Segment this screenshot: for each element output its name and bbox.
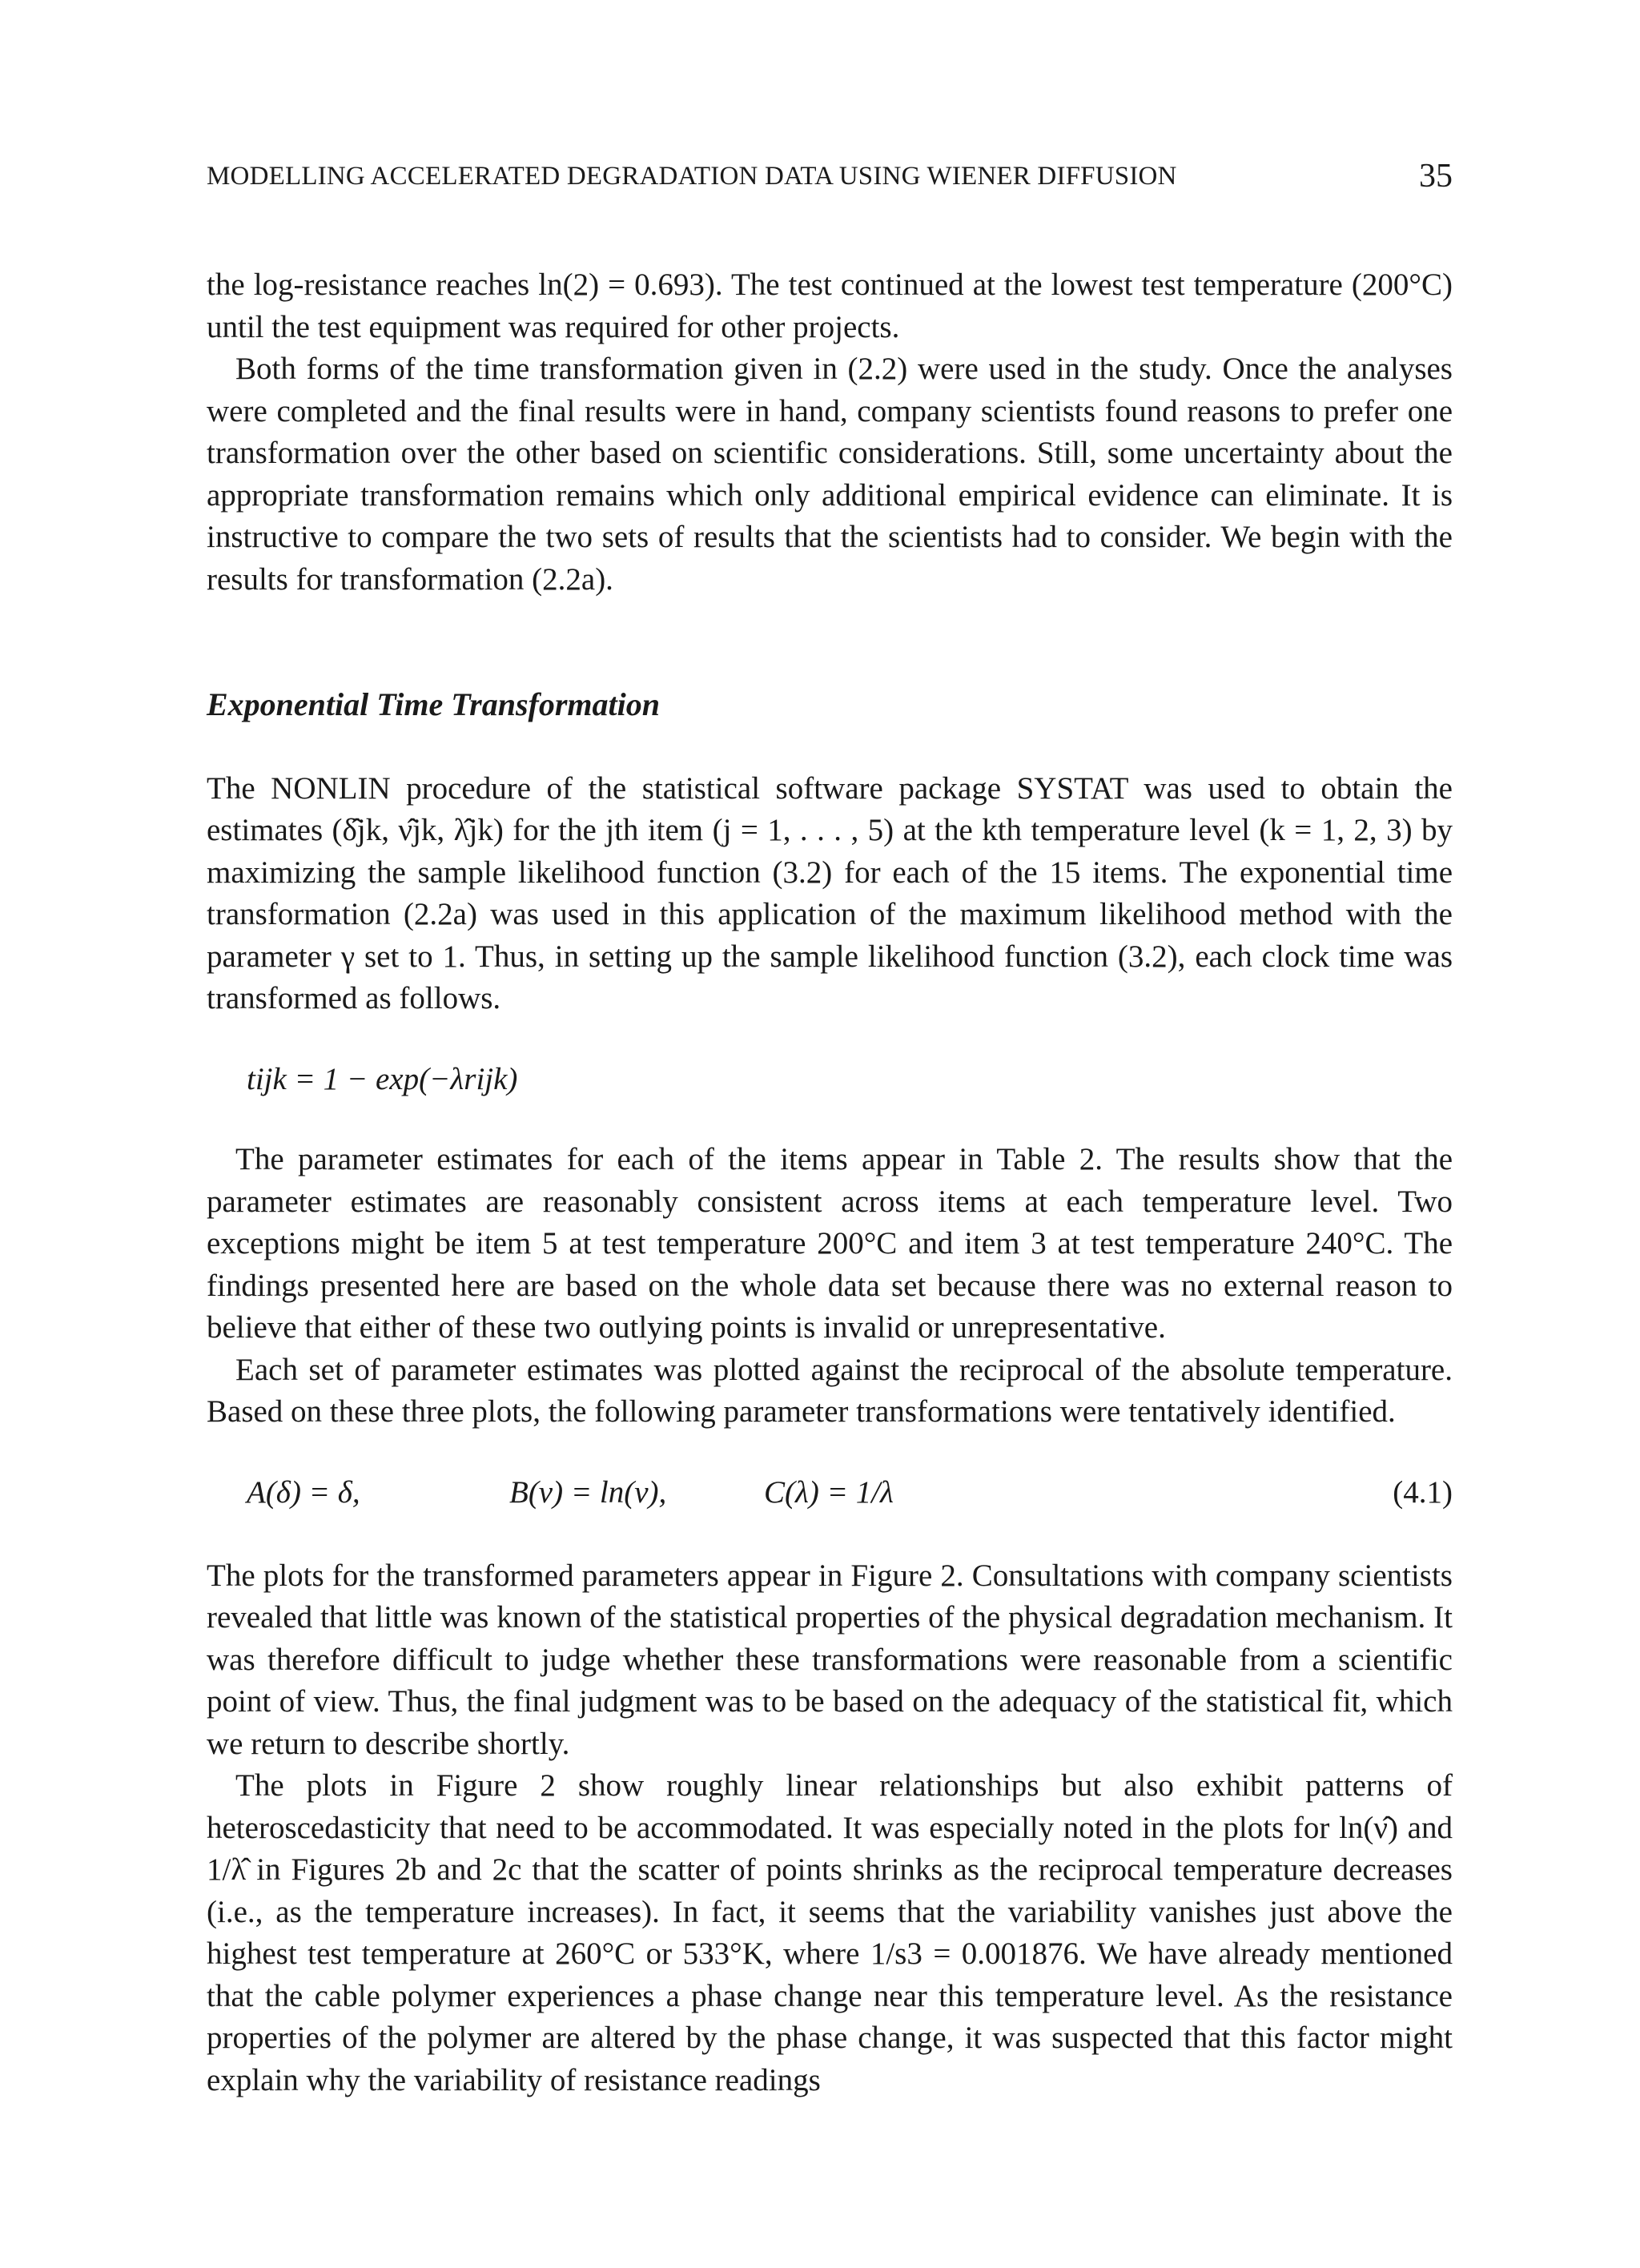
- equation-4-1: [207, 1472, 1453, 1514]
- equation-time-transform: tijk = 1 − exp(−λrijk): [247, 1061, 518, 1096]
- paragraph-reciprocal-temperature: Each set of parameter estimates was plotted against the reciprocal of the absolute temperature. Based on these three plots, the following parameter transformations were tentatively identified.: [207, 1352, 1453, 1429]
- paragraph-time-transformation: Both forms of the time transformation given in (2.2) were used in the study. Once the analyses were completed and the final results were in hand, company scientists found reasons to prefer one transformation over the other based on scientific considerations. Still, some uncertainty about the appropriate transformation remains which only additional empirical evidence can eliminate. It is instructive to compare the two sets of results that the scientists had to consider. We begin with the results for transformation (2.2a).: [207, 352, 1453, 597]
- page-number: 35: [1419, 158, 1453, 195]
- equation-b: B(ν) = ln(ν),: [509, 1474, 667, 1510]
- running-title: MODELLING ACCELERATED DEGRADATION DATA USING WIENER DIFFUSION: [207, 162, 1177, 191]
- page-body: [207, 264, 1453, 2101]
- paragraph-parameter-estimates: The parameter estimates for each of the items appear in Table 2. The results show that the parameter estimates are reasonably consistent across items at each temperature level. Two exceptions might be item 5 at test temperature 200°C and item 3 at test temperature 240°C. The findings presented here are based on the whole data set because there was no external reason to believe that either of these two outlying points is invalid or unrepresentative.: [207, 1142, 1453, 1345]
- equation-c: C(λ) = 1/λ: [764, 1474, 894, 1510]
- paragraph-continuation: the log-resistance reaches ln(2) = 0.693). The test continued at the lowest test temperature (200°C) until the test equipment was required for other projects.: [207, 267, 1453, 344]
- equation-number: (4.1): [1393, 1474, 1453, 1510]
- paragraph-figure-2: The plots for the transformed parameters appear in Figure 2. Consultations with company scientists revealed that little was known of the statistical properties of the physical degradation mechanism. It was therefore difficult to judge whether these transformations were reasonable from a scientific point of view. Thus, the final judgment was to be based on the adequacy of the statistical fit, which we return to describe shortly.: [207, 1558, 1453, 1761]
- running-head: [207, 157, 1453, 205]
- paragraph-heteroscedasticity: The plots in Figure 2 show roughly linear relationships but also exhibit patterns of heteroscedasticity that need to be accommodated. It was especially noted in the plots for ln(ν̂) and 1/λ̂ in Figures 2b and 2c that the scatter of points shrinks as the reciprocal temperature decreases (i.e., as the temperature increases). In fact, it seems that the variability vanishes just above the highest test temperature at 260°C or 533°K, where 1/s3 = 0.001876. We have already mentioned that the cable polymer experiences a phase change near this temperature level. As the resistance properties of the polymer are altered by the phase change, it was suspected that this factor might explain why the variability of resistance readings: [207, 1768, 1453, 2097]
- equation-a: A(δ) = δ,: [247, 1474, 360, 1510]
- section-heading: Exponential Time Transformation: [207, 686, 660, 722]
- paragraph-nonlin: The NONLIN procedure of the statistical software package SYSTAT was used to obtain the estimates (δ̂jk, ν̂jk, λ̂jk) for the jth item (j = 1, . . . , 5) at the kth temperature level (k = 1, 2, 3) by maximizing the sample likelihood function (3.2) for each of the 15 items. The exponential time transformation (2.2a) was used in this application of the maximum likelihood method with the parameter γ set to 1. Thus, in setting up the sample likelihood function (3.2), each clock time was transformed as follows.: [207, 770, 1453, 1015]
